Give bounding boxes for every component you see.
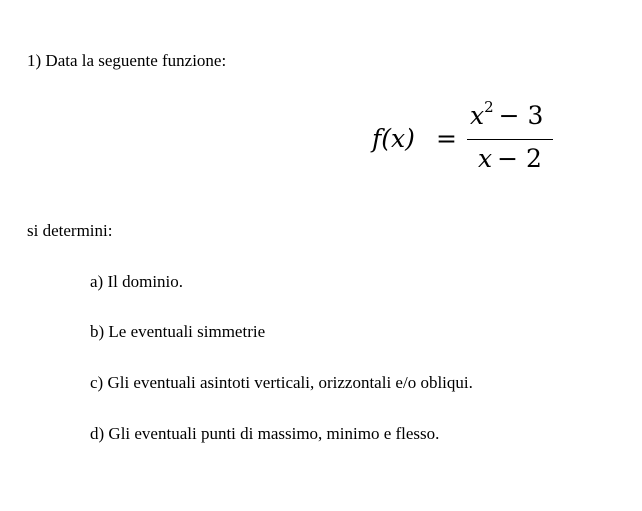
formula-equals: =	[436, 124, 457, 153]
formula-denominator	[478, 144, 547, 174]
numerator-constant: − 3	[498, 101, 544, 130]
numerator-variable: x	[470, 101, 485, 130]
intro-text: si determini:	[27, 221, 113, 240]
list-item-a: a) Il dominio.	[90, 272, 184, 291]
denominator-variable: x	[478, 144, 493, 173]
list-item-b: b) Le eventuali simmetrie	[90, 322, 266, 341]
fraction-bar	[467, 139, 553, 140]
numerator-exponent: 2	[484, 98, 494, 116]
formula-lhs: f(x)	[372, 124, 415, 153]
list-item-d: d) Gli eventuali punti di massimo, minimo e flesso.	[90, 424, 440, 443]
function-formula	[372, 99, 562, 177]
list-item-c: c) Gli eventuali asintoti verticali, orizzontali e/o obliqui.	[90, 373, 473, 392]
formula-numerator	[470, 98, 548, 131]
problem-heading: 1) Data la seguente funzione:	[27, 51, 227, 70]
denominator-constant: − 2	[497, 144, 542, 173]
